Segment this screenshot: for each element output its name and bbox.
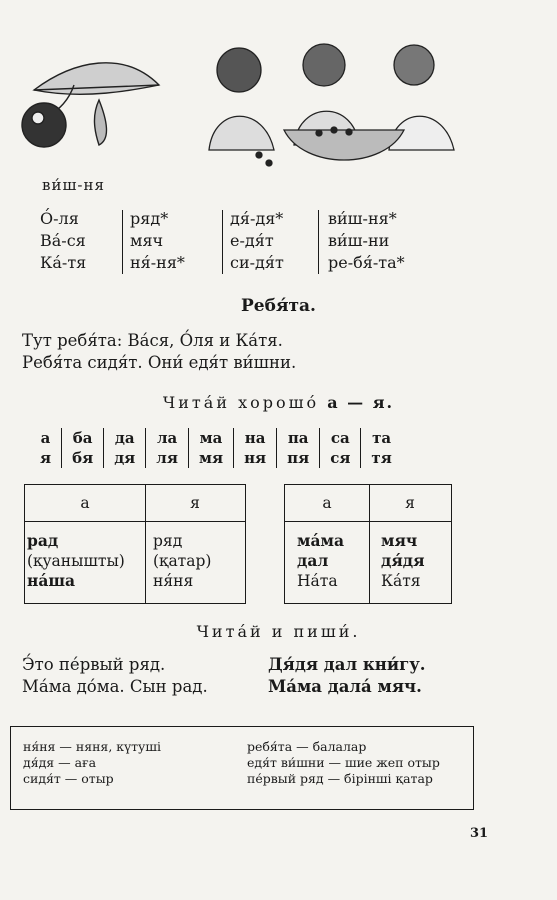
syllable-cell: а [40,429,51,447]
box-word: На́та [297,572,338,590]
glossary-entry: пе́рвый ряд — бірінші қатар [247,771,433,786]
box-word: Ка́тя [381,572,421,590]
box-header-a: а [80,494,90,512]
syllable-column-3 [230,208,284,274]
paragraph-line: Тут ребя́та: Ва́ся, О́ля и Ка́тя. [22,331,283,350]
box-column-a [297,531,344,591]
column-divider [222,210,223,274]
box-word: ряд [153,532,183,550]
syllable-cell: я [40,449,52,467]
syllable-cell: да [104,428,146,448]
read-write-heading: Чита́й и пиши́. [196,622,361,641]
sentence: Дя́дя дал кни́гу. [268,655,426,674]
box-word: ня́ня [153,572,194,590]
syllable-cell: пя [277,448,320,468]
glossary-entry: ня́ня — няня, күтуші [23,739,162,754]
syllable-word: мяч [130,231,164,250]
syllable-row-a [30,428,402,448]
box-header-ya: я [405,494,415,512]
syllable-column-4 [328,208,405,274]
box-header-a: а [322,494,332,512]
syllable-cell: на [234,428,277,448]
box-word: ма́ма [297,531,345,550]
sentence: Э́то пе́рвый ряд. [22,655,166,674]
sentences-left [22,654,208,698]
children-eating-cherries-drawing [209,44,454,166]
syllable-word: ня́-ня* [130,253,185,272]
syllable-column-2 [130,208,185,274]
box-column-ya [381,531,425,591]
read-heading [0,393,557,412]
glossary-column-left [23,739,161,787]
syllable-cell: ля [146,448,189,468]
glossary-entry: дя́дя — аға [23,755,97,770]
column-divider [122,210,123,274]
syllable-column-1 [40,208,86,274]
syllable-word: Ва́-ся [40,231,86,250]
comparison-box-left [24,484,246,604]
syllable-cell: бя [62,448,104,468]
glossary-entry: сидя́т — отыр [23,771,114,786]
column-divider [318,210,319,274]
syllable-cell: ла [146,428,189,448]
syllable-cell: па [277,428,320,448]
syllable-word: дя́-дя* [230,209,284,228]
box-divider [369,485,370,603]
illustration-caption: ви́ш-ня [42,176,105,194]
illustration [14,30,464,190]
syllable-word: О́-ля [40,209,79,228]
syllable-word: ре-бя́-та* [328,253,405,272]
read-heading-text: Чита́й хорошо́ [162,393,320,412]
box-column-ya [153,531,211,591]
syllable-word: си-дя́т [230,253,284,272]
syllable-grid [30,428,402,468]
syllable-cell: дя [104,448,146,468]
glossary-column-right [247,739,440,787]
syllable-word: ви́ш-ни [328,231,390,250]
glossary-entry: ребя́та — балалар [247,739,367,754]
paragraph-line: Ребя́та сидя́т. Они́ едя́т ви́шни. [22,353,297,372]
box-word: дя́дя [381,551,425,570]
syllable-word: е-дя́т [230,231,274,250]
syllable-cell: тя [361,448,402,468]
box-word: мяч [381,531,418,550]
syllable-word: ряд* [130,209,169,228]
syllable-cell: та [361,428,402,448]
box-word: рад [27,531,59,550]
comparison-box-right [284,484,452,604]
cherry-branch-drawing [22,63,159,147]
syllable-word: ви́ш-ня* [328,209,397,228]
box-word: (қуанышты) [27,552,125,570]
box-divider [285,521,451,522]
sentence: Ма́ма дала́ мяч. [268,677,422,696]
box-word: на́ша [27,571,76,590]
syllable-cell: са [320,428,361,448]
syllable-word: Ка́-тя [40,253,87,272]
page-number: 31 [470,826,489,841]
box-header-ya: я [190,494,200,512]
glossary-box [10,726,474,810]
box-divider [145,485,146,603]
box-word: дал [297,551,329,570]
box-column-a [27,531,125,591]
syllable-cell: ся [320,448,361,468]
syllable-cell: мя [188,448,233,468]
read-heading-pair: а — я. [327,393,395,412]
text-title: Ребя́та. [241,296,316,316]
box-word: (қатар) [153,552,212,570]
reading-paragraph [22,330,296,374]
sentences-right [268,654,426,698]
syllable-row-ya [30,448,402,468]
box-divider [25,521,245,522]
glossary-entry: едя́т ви́шни — шие жеп отыр [247,755,440,770]
syllable-cell: ба [62,428,104,448]
syllable-cell: ня [234,448,277,468]
syllable-cell: ма [188,428,233,448]
sentence: Ма́ма до́ма. Сын рад. [22,677,208,696]
